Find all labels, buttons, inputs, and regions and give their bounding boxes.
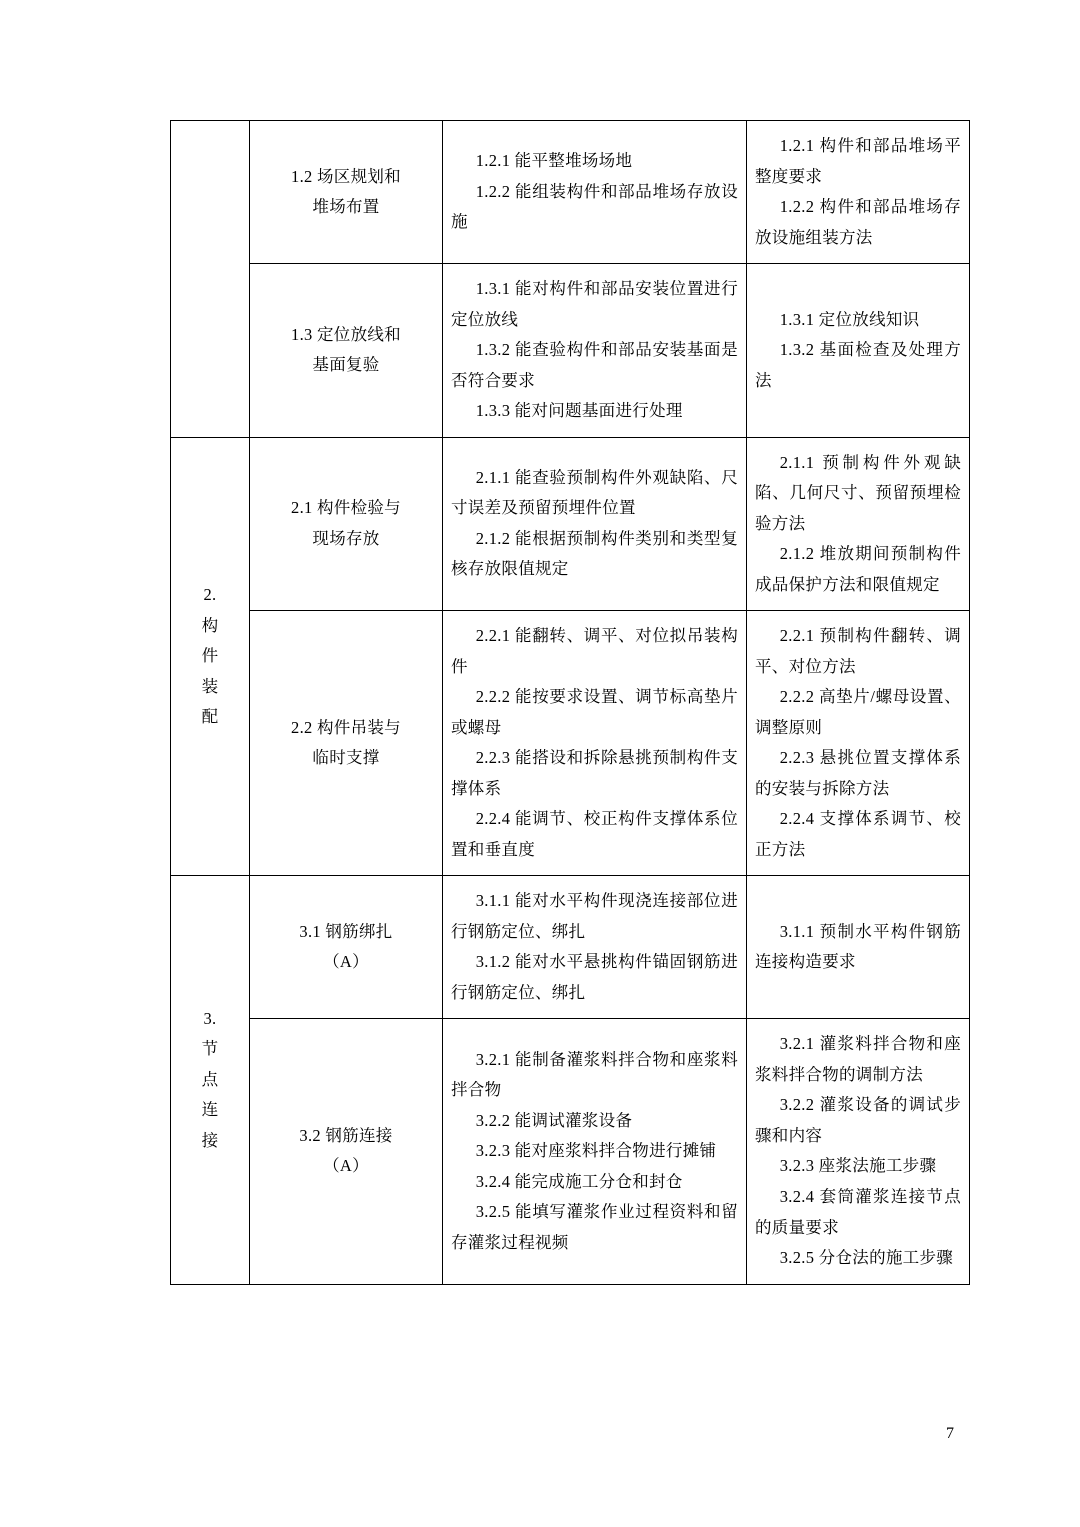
table-row <box>171 611 970 876</box>
skill-item: 1.3.2 能查验构件和部品安装基面是否符合要求 <box>451 340 738 390</box>
skill-item: 3.2.2 能调试灌浆设备 <box>475 1110 633 1130</box>
skill-item: 2.1.1 能查验预制构件外观缺陷、尺寸误差及预留预埋件位置 <box>451 467 738 518</box>
unit-line: 1.3 定位放线和 <box>291 324 401 344</box>
knowledge-item: 1.2.2 构件和部品堆场存放设施组装方法 <box>755 197 961 247</box>
knowledge-item: 3.2.3 座浆法施工步骤 <box>779 1156 937 1176</box>
knowledge-item: 3.1.1 预制水平构件钢筋连接构造要求 <box>755 921 961 972</box>
knowledge-item: 3.2.5 分仓法的施工步骤 <box>779 1248 954 1268</box>
unit-line: 2.1 构件检验与 <box>291 498 401 518</box>
unit-line: 临时支撑 <box>312 748 380 768</box>
unit-line: 3.1 钢筋绑扎 <box>299 921 393 941</box>
unit-line: 3.2 钢筋连接 <box>299 1125 393 1145</box>
skill-item: 2.2.1 能翻转、调平、对位拟吊装构件 <box>451 626 738 676</box>
category-char: 节 <box>201 1039 219 1059</box>
knowledge-item: 3.2.4 套筒灌浆连接节点的质量要求 <box>755 1186 961 1237</box>
knowledge-item: 1.3.1 定位放线知识 <box>779 309 920 329</box>
skill-item: 1.2.2 能组装构件和部品堆场存放设施 <box>451 181 738 232</box>
knowledge-cell <box>747 437 970 611</box>
knowledge-item: 2.2.3 悬挑位置支撑体系的安装与拆除方法 <box>755 748 961 798</box>
skill-item: 3.2.3 能对座浆料拌合物进行摊铺 <box>475 1141 717 1161</box>
knowledge-cell <box>747 121 970 264</box>
knowledge-item: 3.2.1 灌浆料拌合物和座浆料拌合物的调制方法 <box>755 1034 961 1084</box>
knowledge-item: 2.2.2 高垫片/螺母设置、调整原则 <box>755 687 961 737</box>
unit-line: 2.2 构件吊装与 <box>291 717 401 737</box>
table-row <box>171 437 970 611</box>
skill-item: 2.2.2 能按要求设置、调节标高垫片或螺母 <box>451 687 738 737</box>
knowledge-item: 2.1.2 堆放期间预制构件成品保护方法和限值规定 <box>755 544 961 594</box>
category-char: 构 <box>201 615 219 635</box>
skill-cell <box>443 611 747 876</box>
category-cell <box>171 437 250 876</box>
skill-item: 3.1.1 能对水平构件现浇连接部位进行钢筋定位、绑扎 <box>451 891 738 941</box>
skill-item: 2.2.3 能搭设和拆除悬挑预制构件支撑体系 <box>451 748 738 798</box>
knowledge-item: 1.2.1 构件和部品堆场平整度要求 <box>755 136 961 186</box>
skill-item: 1.3.3 能对问题基面进行处理 <box>475 401 683 421</box>
table-row <box>171 1019 970 1284</box>
knowledge-cell <box>747 264 970 438</box>
skill-item: 3.2.5 能填写灌浆作业过程资料和留存灌浆过程视频 <box>451 1202 738 1252</box>
unit-line: （A） <box>323 1156 369 1176</box>
unit-line: 1.2 场区规划和 <box>291 166 401 186</box>
table-row <box>171 264 970 438</box>
unit-cell <box>250 1019 443 1284</box>
unit-cell <box>250 611 443 876</box>
knowledge-item: 2.2.4 支撑体系调节、校正方法 <box>755 809 961 859</box>
table-body <box>171 121 970 1285</box>
skill-cell <box>443 1019 747 1284</box>
knowledge-cell <box>747 876 970 1019</box>
category-char: 点 <box>201 1069 219 1089</box>
table-row <box>171 121 970 264</box>
skill-standard-table <box>170 120 970 1285</box>
skill-cell <box>443 437 747 611</box>
skill-item: 1.2.1 能平整堆场场地 <box>475 151 633 171</box>
skill-item: 1.3.1 能对构件和部品安装位置进行定位放线 <box>451 279 738 329</box>
category-char: 接 <box>201 1130 219 1150</box>
unit-line: （A） <box>323 952 369 972</box>
skill-cell <box>443 121 747 264</box>
knowledge-cell <box>747 611 970 876</box>
unit-cell <box>250 121 443 264</box>
category-char: 件 <box>201 646 219 666</box>
knowledge-item: 1.3.2 基面检查及处理方法 <box>755 340 961 390</box>
category-char: 连 <box>201 1100 219 1120</box>
category-cell <box>171 876 250 1284</box>
knowledge-item: 3.2.2 灌浆设备的调试步骤和内容 <box>755 1095 961 1145</box>
knowledge-item: 2.2.1 预制构件翻转、调平、对位方法 <box>755 626 961 676</box>
category-char: 装 <box>201 676 219 696</box>
skill-item: 3.2.4 能完成施工分仓和封仓 <box>475 1171 683 1191</box>
skill-cell <box>443 264 747 438</box>
skill-item: 2.1.2 能根据预制构件类别和类型复核存放限值规定 <box>451 528 738 579</box>
skill-item: 3.2.1 能制备灌浆料拌合物和座浆料拌合物 <box>451 1049 738 1100</box>
unit-cell <box>250 437 443 611</box>
category-char: 配 <box>201 707 219 727</box>
unit-cell <box>250 876 443 1019</box>
table-row <box>171 876 970 1019</box>
category-char: 3. <box>203 1008 217 1028</box>
unit-line: 堆场布置 <box>312 197 380 217</box>
skill-item: 2.2.4 能调节、校正构件支撑体系位置和垂直度 <box>451 809 738 859</box>
knowledge-cell <box>747 1019 970 1284</box>
skill-item: 3.1.2 能对水平悬挑构件锚固钢筋进行钢筋定位、绑扎 <box>451 952 738 1002</box>
knowledge-item: 2.1.1 预制构件外观缺陷、几何尺寸、预留预埋检验方法 <box>755 452 961 533</box>
category-char: 2. <box>203 585 217 605</box>
skill-cell <box>443 876 747 1019</box>
unit-line: 基面复验 <box>312 355 380 375</box>
page-number: 7 <box>946 1425 954 1442</box>
unit-cell <box>250 264 443 438</box>
category-cell <box>171 121 250 438</box>
unit-line: 现场存放 <box>312 528 380 548</box>
